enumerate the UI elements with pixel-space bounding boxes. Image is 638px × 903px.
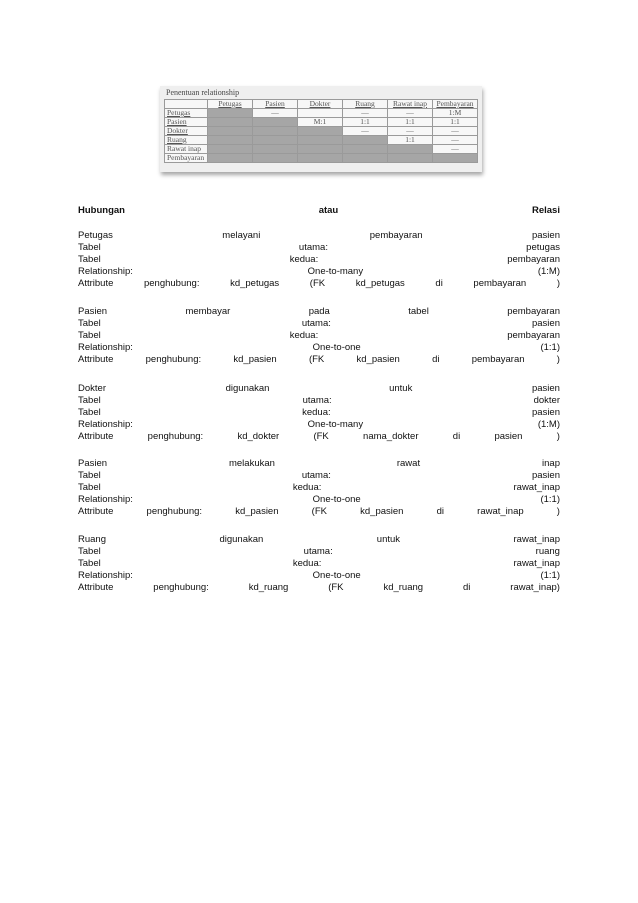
relation-block [78, 230, 560, 290]
matrix-cell: — [433, 136, 478, 145]
word: penghubung: [147, 431, 204, 442]
matrix-cell [388, 154, 433, 163]
word: Pasien [78, 458, 108, 469]
word: Attribute [78, 354, 114, 365]
word: pada [308, 306, 330, 317]
word: (1:M) [537, 419, 560, 430]
matrix-cell: — [253, 109, 298, 118]
word: pasien [531, 230, 560, 241]
matrix-row-header: Dokter [165, 127, 208, 136]
matrix-column-header: Dokter [298, 100, 343, 109]
matrix-cell [208, 145, 253, 154]
word: kedua: [292, 482, 322, 493]
word: Tabel [78, 242, 101, 253]
word: pembayaran [473, 278, 527, 289]
word: membayar [185, 306, 231, 317]
text-line [78, 482, 560, 494]
word: One-to-one [312, 494, 361, 505]
word: kedua: [292, 558, 322, 569]
word: utama: [301, 318, 331, 329]
matrix-cell: 1:1 [343, 118, 388, 127]
matrix-cell: — [388, 127, 433, 136]
matrix-column-header: Pasien [253, 100, 298, 109]
word: Tabel [78, 558, 101, 569]
word: ) [556, 278, 560, 289]
relation-block [78, 458, 560, 518]
text-line [78, 242, 560, 254]
word: rawat_inap [513, 558, 560, 569]
word: digunakan [219, 534, 264, 545]
word: pembayaran [471, 354, 525, 365]
word: ) [556, 506, 560, 517]
matrix-row-header: Pasien [165, 118, 208, 127]
matrix-cell [208, 136, 253, 145]
matrix-row-header: Pembayaran [165, 154, 208, 163]
matrix-cell [208, 109, 253, 118]
matrix-cell [253, 118, 298, 127]
word: (FK [313, 431, 329, 442]
matrix-cell [208, 127, 253, 136]
matrix-cell [388, 145, 433, 154]
relation-block [78, 383, 560, 443]
word: ruang [535, 546, 560, 557]
matrix-cell [298, 145, 343, 154]
relation-block [78, 306, 560, 366]
text-line [78, 582, 560, 594]
word: Tabel [78, 254, 101, 265]
matrix-column-header: Petugas [208, 100, 253, 109]
text-line [78, 546, 560, 558]
word: di [436, 506, 444, 517]
matrix-row [165, 127, 478, 136]
text-line [78, 570, 560, 582]
matrix-cell: 1:1 [388, 136, 433, 145]
matrix-cell [343, 154, 388, 163]
text-line [78, 458, 560, 470]
word: untuk [389, 383, 413, 394]
matrix-row [165, 136, 478, 145]
word: ) [556, 431, 560, 442]
matrix-column-header: Ruang [343, 100, 388, 109]
text-line [78, 306, 560, 318]
matrix-row-header: Rawat inap [165, 145, 208, 154]
word: rawat_inap [513, 534, 560, 545]
word: melayani [222, 230, 261, 241]
relationship-matrix [164, 99, 478, 163]
word: (1:1) [540, 494, 560, 505]
word: Attribute [78, 278, 114, 289]
matrix-column-header: Rawat inap [388, 100, 433, 109]
word: One-to-one [312, 570, 361, 581]
word: di [462, 582, 471, 593]
text-line [78, 506, 560, 518]
word: Attribute [78, 506, 114, 517]
word: nama_dokter [363, 431, 419, 442]
word: rawat_inap [477, 506, 524, 517]
word: Ruang [78, 534, 106, 545]
text-line [78, 342, 560, 354]
text-line [78, 383, 560, 395]
word: kd_ruang [383, 582, 424, 593]
word: melakukan [228, 458, 275, 469]
word: Tabel [78, 395, 101, 406]
word: pasien [531, 383, 560, 394]
word: pasien [494, 431, 523, 442]
word: pasien [532, 407, 560, 418]
matrix-cell [343, 136, 388, 145]
word: (1:1) [540, 570, 560, 581]
word: (FK [311, 506, 327, 517]
matrix-cell: — [433, 145, 478, 154]
word: pembayaran [369, 230, 423, 241]
matrix-cell: — [433, 127, 478, 136]
text-line [78, 266, 560, 278]
word: untuk [376, 534, 401, 545]
word: Relationship: [78, 419, 133, 430]
word: rawat_inap) [510, 582, 560, 593]
word: penghubung: [145, 354, 202, 365]
text-line [78, 254, 560, 266]
matrix-cell: 1:M [433, 109, 478, 118]
text-line [78, 558, 560, 570]
word: (FK [328, 582, 344, 593]
matrix-cell: 1:1 [433, 118, 478, 127]
heading-word: atau [318, 205, 339, 216]
word: pembayaran [507, 254, 560, 265]
section-heading [78, 205, 560, 216]
matrix-cell: — [388, 109, 433, 118]
word: kedua: [289, 254, 319, 265]
text-line [78, 230, 560, 242]
matrix-caption: Penentuan relationship [166, 88, 240, 97]
word: Relationship: [78, 494, 133, 505]
word: digunakan [225, 383, 270, 394]
word: Attribute [78, 582, 114, 593]
word: utama: [302, 395, 332, 406]
word: kd_pasien [233, 354, 277, 365]
matrix-header-row [165, 100, 478, 109]
matrix-cell [208, 154, 253, 163]
word: Tabel [78, 470, 101, 481]
matrix-row [165, 118, 478, 127]
word: (1:1) [540, 342, 560, 353]
word: (1:M) [537, 266, 560, 277]
word: pasien [531, 470, 560, 481]
word: Tabel [78, 318, 101, 329]
matrix-cell [253, 154, 298, 163]
matrix-cell [298, 154, 343, 163]
matrix-column-header: Pembayaran [433, 100, 478, 109]
word: di [435, 278, 443, 289]
matrix-cell [253, 145, 298, 154]
word: inap [542, 458, 560, 469]
text-line [78, 534, 560, 546]
matrix-row [165, 154, 478, 163]
word: One-to-many [307, 419, 364, 430]
word: Dokter [78, 383, 106, 394]
relation-block [78, 534, 560, 594]
word: Relationship: [78, 342, 133, 353]
matrix-cell [298, 136, 343, 145]
heading-word: Relasi [531, 205, 560, 216]
word: kd_dokter [237, 431, 280, 442]
matrix-cell: — [343, 109, 388, 118]
text-line [78, 470, 560, 482]
word: di [432, 354, 440, 365]
word: kd_petugas [230, 278, 280, 289]
word: Tabel [78, 546, 101, 557]
text-line [78, 395, 560, 407]
word: penghubung: [146, 506, 203, 517]
word: dokter [533, 395, 560, 406]
text-line [78, 431, 560, 443]
matrix-cell [253, 136, 298, 145]
word: Tabel [78, 330, 101, 341]
text-line [78, 419, 560, 431]
matrix-cell [298, 127, 343, 136]
word: Pasien [78, 306, 108, 317]
text-line [78, 318, 560, 330]
matrix-cell [208, 118, 253, 127]
word: Relationship: [78, 570, 133, 581]
word: kd_petugas [355, 278, 405, 289]
word: kd_pasien [356, 354, 400, 365]
word: penghubung: [143, 278, 200, 289]
word: tabel [408, 306, 429, 317]
word: utama: [301, 470, 331, 481]
word: penghubung: [153, 582, 209, 593]
matrix-row-header: Ruang [165, 136, 208, 145]
word: di [452, 431, 461, 442]
word: kedua: [302, 407, 331, 418]
matrix-cell: — [343, 127, 388, 136]
word: pembayaran [507, 330, 560, 341]
word: Attribute [78, 431, 114, 442]
word: Tabel [78, 482, 101, 493]
text-line [78, 330, 560, 342]
text-line [78, 494, 560, 506]
word: One-to-many [307, 266, 364, 277]
word: kedua: [289, 330, 319, 341]
word: Tabel [78, 407, 101, 418]
word: kd_ruang [248, 582, 289, 593]
matrix-row-header: Petugas [165, 109, 208, 118]
matrix-cell [433, 154, 478, 163]
word: rawat_inap [513, 482, 560, 493]
matrix-cell: M:1 [298, 118, 343, 127]
word: pembayaran [507, 306, 560, 317]
text-line [78, 278, 560, 290]
word: Petugas [78, 230, 113, 241]
word: ) [556, 354, 560, 365]
word: Relationship: [78, 266, 133, 277]
heading-word: Hubungan [78, 205, 125, 216]
matrix-row [165, 145, 478, 154]
word: utama: [303, 546, 333, 557]
word: kd_pasien [235, 506, 279, 517]
word: utama: [298, 242, 328, 253]
relationship-matrix-image [160, 86, 482, 172]
word: (FK [308, 354, 325, 365]
word: petugas [526, 242, 560, 253]
word: kd_pasien [360, 506, 404, 517]
word: rawat [396, 458, 421, 469]
word: (FK [309, 278, 326, 289]
matrix-cell [343, 145, 388, 154]
word: One-to-one [312, 342, 361, 353]
matrix-cell: 1:1 [388, 118, 433, 127]
text-line [78, 354, 560, 366]
text-line [78, 407, 560, 419]
matrix-cell [253, 127, 298, 136]
word: pasien [531, 318, 560, 329]
